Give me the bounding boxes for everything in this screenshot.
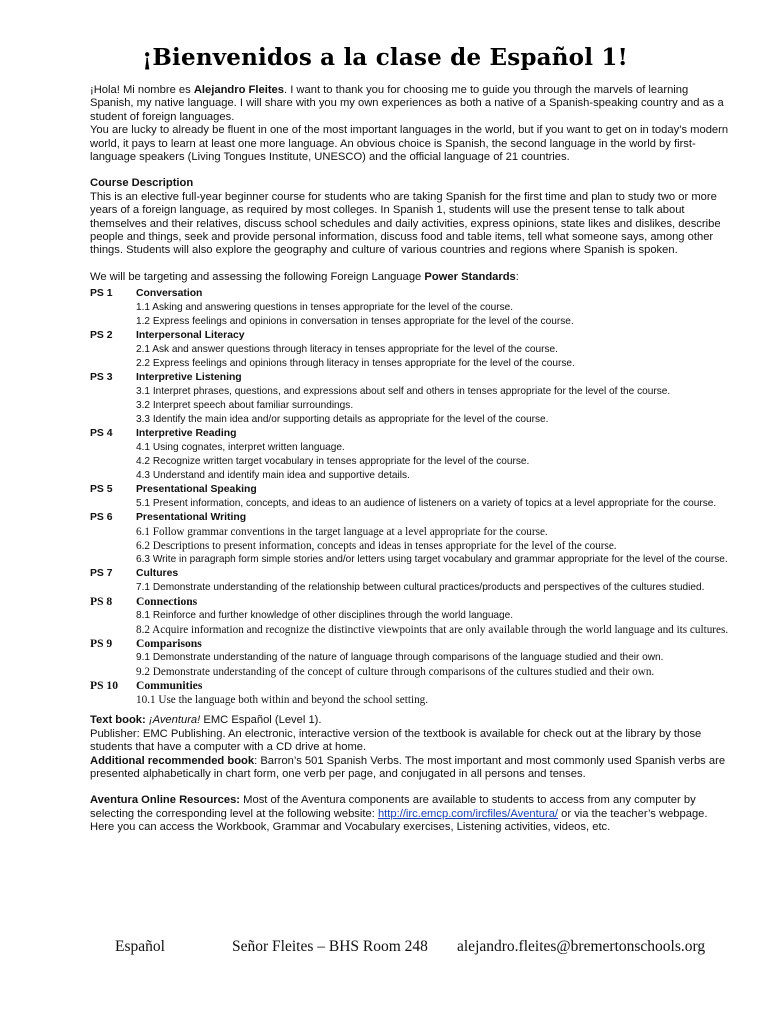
power-standard-objective: 2.1 Ask and answer questions through literacy in tenses appropriate for the level of the course. — [136, 344, 558, 356]
aventura-link[interactable]: http://irc.emcp.com/ircfiles/Aventura/ — [377, 807, 559, 820]
power-standard-objective: 1.1 Asking and answering questions in tenses appropriate for the level of the course. — [136, 302, 514, 314]
power-standard-objective: 6.2 Descriptions to present information, concepts and ideas in tenses appropriate for the level of the course. — [136, 540, 617, 553]
power-standard-title: Interpretive Listening — [136, 372, 242, 384]
power-standard-objective: 10.1 Use the language both within and beyond the school setting. — [136, 694, 429, 707]
power-standard-objective: 6.3 Write in paragraph form simple stories and/or letters using target vocabulary and grammar appropriate for the level of the course. — [136, 554, 728, 566]
power-standard-title: Interpretive Reading — [136, 428, 237, 440]
power-standard-code: PS 1 — [90, 288, 113, 300]
power-standard-objective: 4.2 Recognize written target vocabulary in tenses appropriate for the level of the course. — [136, 456, 530, 468]
power-standard-1 — [90, 287, 730, 329]
power-standard-title: Presentational Writing — [136, 512, 247, 524]
power-standard-code: PS 8 — [90, 595, 113, 609]
power-standard-10 — [90, 679, 730, 707]
power-standard-8 — [90, 595, 730, 637]
power-standard-code: PS 3 — [90, 372, 113, 384]
power-standard-objective: 8.2 Acquire information and recognize the distinctive viewpoints that are only available through the world language and its cultures. — [136, 624, 729, 637]
power-standard-objective: 6.1 Follow grammar conventions in the target language at a level appropriate for the course. — [136, 526, 548, 539]
additional-book: Additional recommended book: Barron’s 501 Spanish Verbs. The most important and most commonly used Spanish verbs are presented alphabetically in chart form, one verb per page, and conjugated in all persons and tenses. — [90, 754, 726, 780]
textbook-title: ¡Aventura! — [148, 714, 201, 727]
power-standard-objective: 2.2 Express feelings and opinions through literacy in tenses appropriate for the level of the course. — [136, 358, 575, 370]
course-description-text: This is an elective full-year beginner course for students who are taking Spanish for the first time and plan to study two or more years of a foreign language, as required by most colleges. In Spanish 1, students will use the present tense to talk about themselves and their relatives, discuss school schedules and daily activities, express opinions, state likes and dislikes, describe people and things, seek and provide personal information, discuss food and table items, tell what someone says, among other things. Students will also explore the geography and culture of various countries and regions where Spanish is spoken. — [90, 190, 721, 257]
power-standard-title: Comparisons — [136, 637, 202, 651]
online-resources: Aventura Online Resources: Most of the Aventura components are available to students to access from any computer by selecting the corresponding level at the following website: http://irc.emcp.com/ircfiles/Aventura/ or via the teacher’s webpage. Here you can access the Workbook, Grammar and Vocabulary exercises, Listening activities, videos, etc. — [90, 794, 708, 834]
footer-email: alejandro.fleites@bremertonschools.org — [457, 938, 706, 955]
power-standard-code: PS 10 — [90, 679, 119, 693]
power-standard-code: PS 7 — [90, 568, 113, 580]
course-description-heading: Course Description — [90, 177, 194, 190]
teacher-name: Alejandro Fleites — [193, 84, 284, 96]
standards-intro: We will be targeting and assessing the following Foreign Language Power Standards: — [90, 270, 519, 283]
textbook-line: Text book: ¡Aventura! EMC Español (Level 1). — [90, 714, 322, 727]
power-standard-objective: 1.2 Express feelings and opinions in conversation in tenses appropriate for the level of the course. — [136, 316, 574, 328]
power-standard-9 — [90, 637, 730, 679]
power-standard-title: Interpersonal Literacy — [136, 330, 245, 342]
publisher-text: Publisher: EMC Publishing. An electronic, interactive version of the textbook is available for check out at the library by those students that have a computer with a CD drive at home. — [90, 727, 702, 754]
footer-subject: Español — [115, 938, 165, 955]
power-standard-code: PS 9 — [90, 637, 113, 651]
power-standard-objective: 9.2 Demonstrate understanding of the concept of culture through comparisons of the cultures studied and their own. — [136, 666, 655, 679]
power-standard-objective: 4.1 Using cognates, interpret written language. — [136, 442, 345, 454]
power-standard-objective: 3.2 Interpret speech about familiar surroundings. — [136, 400, 354, 412]
power-standard-objective: 9.1 Demonstrate understanding of the nature of language through comparisons of the language studied and their own. — [136, 652, 664, 664]
power-standard-code: PS 4 — [90, 428, 113, 440]
power-standard-objective: 3.3 Identify the main idea and/or supporting details as appropriate for the level of the course. — [136, 414, 549, 426]
power-standard-objective: 5.1 Present information, concepts, and ideas to an audience of listeners on a variety of topics at a level appropriate for the course. — [136, 498, 717, 510]
document-body — [90, 84, 730, 835]
page-title: ¡Bienvenidos a la clase de Español 1! — [142, 44, 628, 71]
power-standard-5 — [90, 483, 730, 511]
power-standard-objective: 7.1 Demonstrate understanding of the relationship between cultural practices/products and perspectives of the cultures studied. — [136, 582, 705, 594]
power-standard-objective: 8.1 Reinforce and further knowledge of other disciplines through the world language. — [136, 610, 514, 622]
power-standard-objective: 4.3 Understand and identify main idea and supportive details. — [136, 470, 410, 482]
power-standard-2 — [90, 329, 730, 371]
power-standard-6 — [90, 511, 730, 567]
intro-paragraph-2: You are lucky to already be fluent in one of the most important languages in the world, but if you want to get on in today’s modern world, it pays to learn at least one more language. An obvious choice is Spanish, the second language in the world by first-language speakers (Living Tongues Institute, UNESCO) and the official language of 21 countries. — [90, 124, 729, 164]
power-standard-code: PS 6 — [90, 512, 113, 524]
power-standard-title: Cultures — [136, 568, 179, 580]
power-standard-objective: 3.1 Interpret phrases, questions, and expressions about self and others in tenses appropriate for the level of the course. — [136, 386, 671, 398]
power-standard-title: Connections — [136, 595, 198, 609]
power-standard-code: PS 2 — [90, 330, 113, 342]
power-standard-title: Communities — [136, 679, 203, 693]
power-standard-4 — [90, 427, 730, 483]
power-standard-3 — [90, 371, 730, 427]
footer-teacher-room: Señor Fleites – BHS Room 248 — [232, 938, 428, 955]
power-standard-title: Presentational Speaking — [136, 484, 257, 496]
power-standard-title: Conversation — [136, 288, 203, 300]
power-standard-7 — [90, 567, 730, 595]
intro-paragraph-1: ¡Hola! Mi nombre es Alejandro Fleites. I want to thank you for choosing me to guide you through the marvels of learning Spanish, my native language. I will share with you my own experiences as both a native of a Spanish-speaking country and as a student of foreign languages. — [90, 84, 724, 123]
power-standard-code: PS 5 — [90, 484, 113, 496]
power-standards-list — [90, 287, 730, 707]
